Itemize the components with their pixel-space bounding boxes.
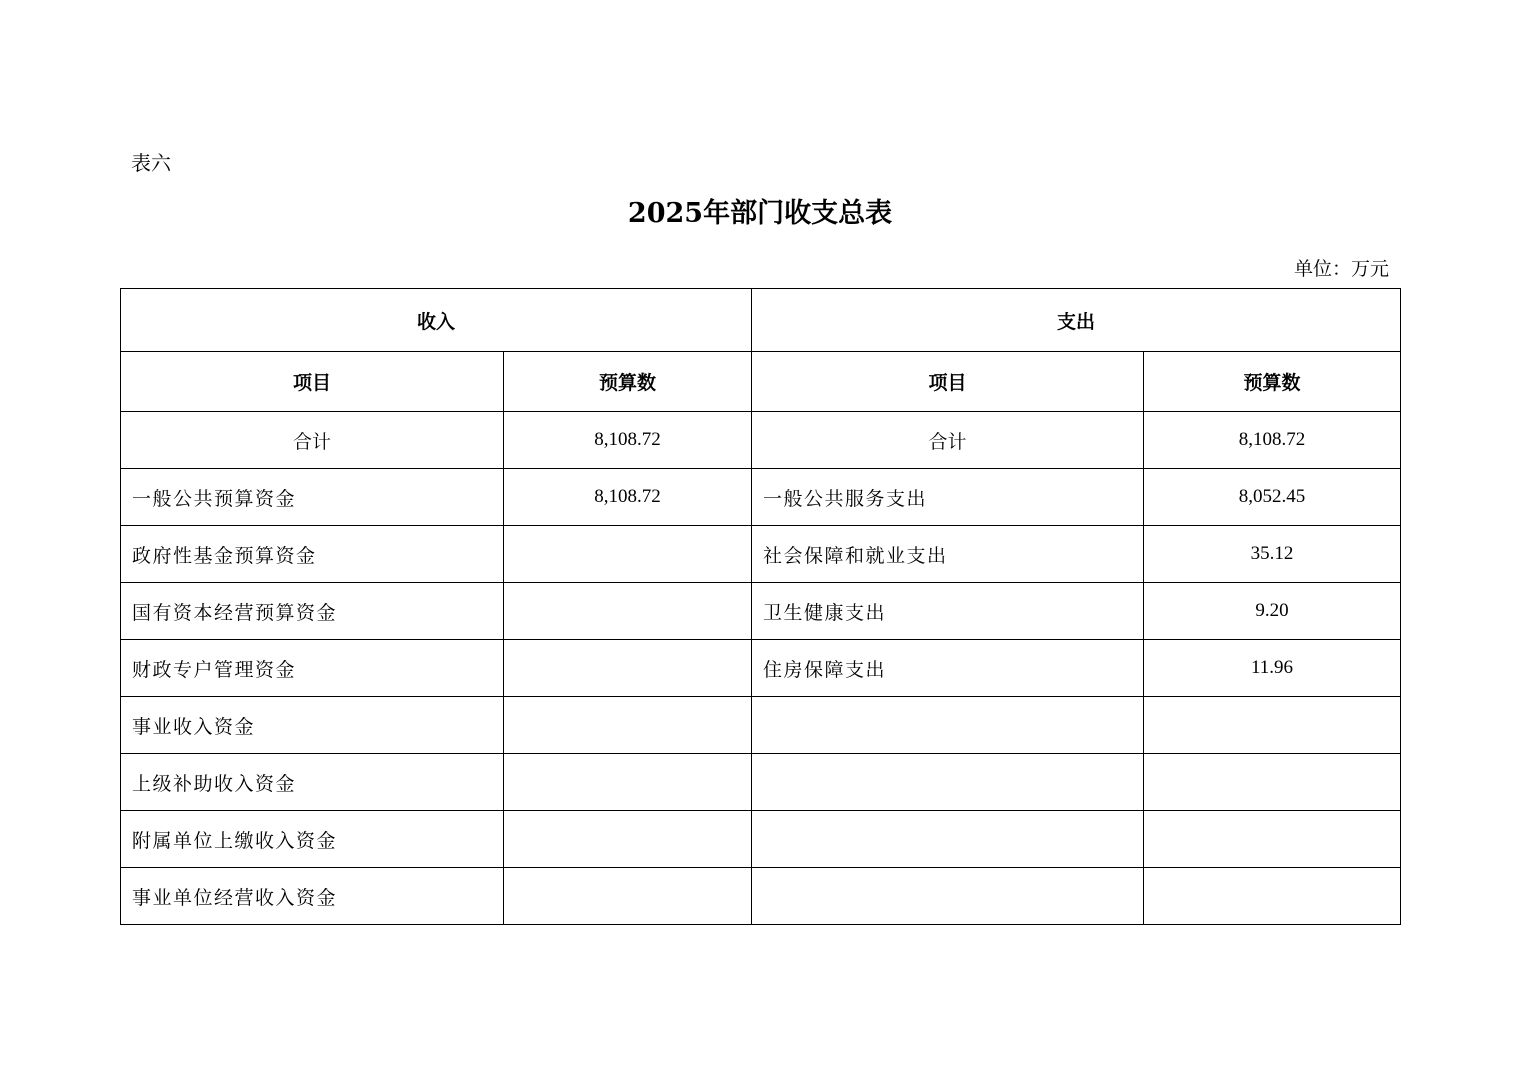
income-value-cell: 8,108.72: [504, 469, 752, 526]
income-item-header: 项目: [121, 352, 504, 412]
expense-group-header: 支出: [752, 289, 1401, 352]
income-value-cell: [504, 754, 752, 811]
income-value-cell: [504, 697, 752, 754]
unit-note: 单位：万元: [1293, 258, 1389, 280]
budget-summary-table: [120, 288, 1401, 925]
income-total-label: 合计: [121, 412, 504, 469]
table-row: [121, 526, 1401, 583]
income-item-cell: 一般公共预算资金: [121, 469, 504, 526]
expense-item-cell: [752, 811, 1144, 868]
income-budget-header: 预算数: [504, 352, 752, 412]
income-item-cell: 国有资本经营预算资金: [121, 583, 504, 640]
expense-value-cell: [1144, 811, 1401, 868]
expense-item-cell: 住房保障支出: [752, 640, 1144, 697]
total-row: [121, 412, 1401, 469]
table-number-label: 表六: [131, 151, 171, 175]
expense-value-cell: 35.12: [1144, 526, 1401, 583]
expense-total-label: 合计: [752, 412, 1144, 469]
income-total-value: 8,108.72: [504, 412, 752, 469]
expense-total-value: 8,108.72: [1144, 412, 1401, 469]
expense-item-cell: [752, 697, 1144, 754]
expense-value-cell: [1144, 697, 1401, 754]
table-row: [121, 868, 1401, 925]
income-value-cell: [504, 583, 752, 640]
table-row: [121, 697, 1401, 754]
expense-value-cell: 8,052.45: [1144, 469, 1401, 526]
income-group-header: 收入: [121, 289, 752, 352]
income-item-cell: 上级补助收入资金: [121, 754, 504, 811]
expense-value-cell: 9.20: [1144, 583, 1401, 640]
income-value-cell: [504, 526, 752, 583]
expense-value-cell: 11.96: [1144, 640, 1401, 697]
page-title: 2025年部门收支总表: [627, 198, 893, 229]
table-row: [121, 754, 1401, 811]
expense-budget-header: 预算数: [1144, 352, 1401, 412]
income-item-cell: 事业单位经营收入资金: [121, 868, 504, 925]
income-item-cell: 事业收入资金: [121, 697, 504, 754]
group-header-row: [121, 289, 1401, 352]
income-item-cell: 政府性基金预算资金: [121, 526, 504, 583]
expense-item-cell: 一般公共服务支出: [752, 469, 1144, 526]
income-value-cell: [504, 811, 752, 868]
expense-item-cell: 社会保障和就业支出: [752, 526, 1144, 583]
column-header-row: [121, 352, 1401, 412]
table-row: [121, 469, 1401, 526]
table-row: [121, 583, 1401, 640]
expense-value-cell: [1144, 754, 1401, 811]
income-value-cell: [504, 868, 752, 925]
income-value-cell: [504, 640, 752, 697]
table-row: [121, 640, 1401, 697]
expense-item-cell: [752, 868, 1144, 925]
expense-item-cell: 卫生健康支出: [752, 583, 1144, 640]
income-item-cell: 附属单位上缴收入资金: [121, 811, 504, 868]
expense-value-cell: [1144, 868, 1401, 925]
expense-item-cell: [752, 754, 1144, 811]
table-row: [121, 811, 1401, 868]
expense-item-header: 项目: [752, 352, 1144, 412]
income-item-cell: 财政专户管理资金: [121, 640, 504, 697]
